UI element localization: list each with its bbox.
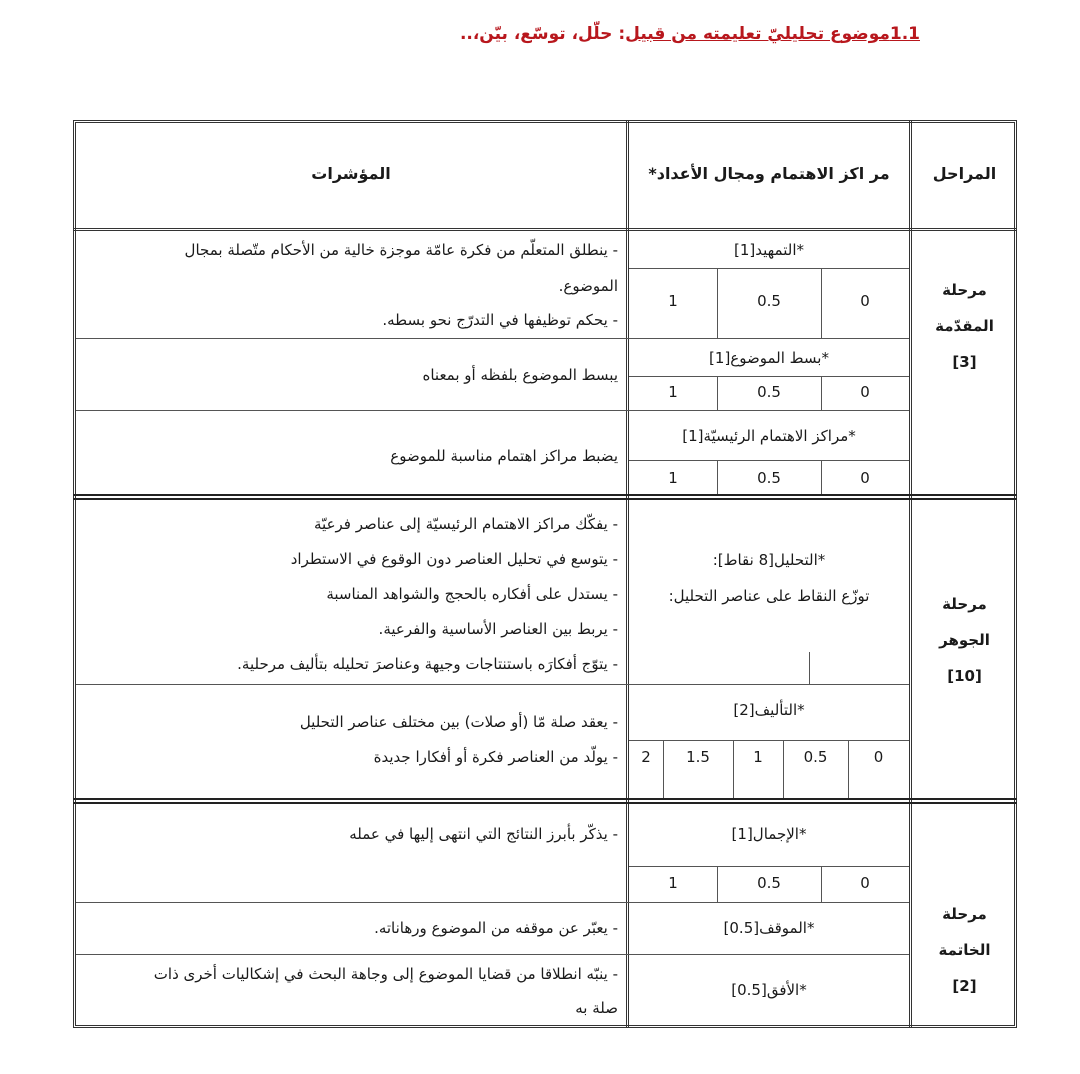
stage-conclusion-line1: مرحلة	[942, 905, 987, 923]
stage-conclusion-line2: الخاتمة	[938, 941, 991, 959]
stage-core-line2: الجوهر	[939, 631, 990, 649]
stage-intro-points: [3]	[952, 353, 977, 371]
row-divider	[76, 954, 909, 955]
column-divider-stages	[909, 120, 912, 1028]
title-instruction: تعليمته من قبيل	[625, 24, 762, 44]
page-title	[220, 24, 920, 44]
criterion-label: *الإجمال[1]	[731, 825, 807, 843]
row-divider	[76, 684, 909, 685]
indicator-text: - يفكّك مراكز الاهتمام الرئيسيّة إلى عناصر فرعيّة	[314, 515, 618, 533]
row-divider	[76, 338, 909, 339]
title-topic: 1.1موضوع تحليليّ	[761, 24, 920, 44]
score-value: 0	[860, 383, 870, 401]
score-value: 1	[668, 292, 678, 310]
criterion-label: *التحليل[8 نقاط]:	[712, 551, 826, 569]
indicator-text: - يعقد صلة مّا (أو صلات) بين مختلف عناصر التحليل	[299, 713, 618, 731]
score-value: 0.5	[757, 292, 781, 310]
indicator-text: - يولّد من العناصر فكرة أو أفكارا جديدة	[373, 748, 618, 766]
score-divider	[629, 268, 909, 269]
indicator-text: صلة به	[575, 999, 618, 1017]
score-value: 1	[753, 748, 763, 766]
score-divider	[629, 376, 909, 377]
criterion-label: *التمهيد[1]	[733, 241, 804, 259]
score-divider	[629, 460, 909, 461]
score-cell-divider	[809, 652, 810, 684]
score-value: 0.5	[757, 469, 781, 487]
section-divider-1	[73, 494, 1017, 500]
indicator-text: - يربط بين العناصر الأساسية والفرعية.	[378, 620, 618, 638]
criterion-label: *بسط الموضوع[1]	[709, 349, 829, 367]
header-indicators: المؤشرات	[311, 164, 391, 183]
score-value: 0	[860, 874, 870, 892]
score-value: 0	[860, 469, 870, 487]
section-divider-2	[73, 798, 1017, 804]
stage-intro-line2: المقدّمة	[935, 317, 994, 335]
row-divider	[76, 410, 909, 411]
stage-core-points: [10]	[947, 667, 982, 685]
indicator-text: يبسط الموضوع بلفظه أو بمعناه	[422, 366, 618, 384]
indicator-text: - ينبّه انطلاقا من قضايا الموضوع إلى وجاهة البحث في إشكاليات أخرى ذات	[153, 965, 618, 983]
title-examples: : حلّل، توسّع، بيّن،..	[459, 24, 626, 44]
criterion-label: *التأليف[2]	[733, 701, 805, 719]
indicator-text: يضبط مراكز اهتمام مناسبة للموضوع	[390, 447, 618, 465]
stage-conclusion	[912, 896, 1017, 1004]
indicator-text: الموضوع.	[558, 277, 618, 295]
stage-intro-line1: مرحلة	[942, 281, 987, 299]
stage-conclusion-points: [2]	[952, 977, 977, 995]
indicator-text: - يذكّر بأبرز النتائج التي انتهى إليها في عمله	[349, 825, 618, 843]
header-focus: مر اكز الاهتمام ومجال الأعداد*	[648, 164, 890, 183]
indicator-text: - يتوسع في تحليل العناصر دون الوقوع في الاستطراد	[290, 550, 618, 568]
header-stages: المراحل	[932, 164, 997, 183]
stage-core	[912, 586, 1017, 694]
indicator-text: - ينطلق المتعلّم من فكرة عامّة موجزة خالية من الأحكام متّصلة بمجال	[184, 241, 618, 259]
score-value: 2	[641, 748, 651, 766]
score-value: 1	[668, 383, 678, 401]
score-value: 0	[873, 748, 884, 766]
score-value: 1.5	[686, 748, 710, 766]
header-divider	[73, 228, 1017, 231]
score-value: 0.5	[803, 748, 828, 766]
criterion-label: *الموقف[0.5]	[723, 919, 815, 937]
criterion-note: توزّع النقاط على عناصر التحليل:	[668, 587, 870, 605]
score-divider	[629, 740, 909, 741]
score-value: 1	[668, 874, 678, 892]
criterion-label: *الأفق[0.5]	[731, 981, 807, 999]
score-divider	[629, 866, 909, 867]
indicator-text: - يستدل على أفكاره بالحجج والشواهد المناسبة	[326, 585, 618, 603]
indicator-text: - يتوّج أفكارَه باستنتاجات وجيهة وعناصرَ تحليله بتأليف مرحلية.	[237, 655, 618, 673]
score-value: 0.5	[757, 383, 781, 401]
indicator-text: - يحكم توظيفها في التدرّج نحو بسطه.	[382, 311, 618, 329]
stage-core-line1: مرحلة	[942, 595, 987, 613]
criterion-label: *مراكز الاهتمام الرئيسيّة[1]	[682, 427, 856, 445]
score-value: 1	[668, 469, 678, 487]
score-value: 0.5	[757, 874, 781, 892]
stage-intro	[912, 272, 1017, 380]
row-divider	[76, 902, 909, 903]
indicator-text: - يعبّر عن موقفه من الموضوع ورهاناته.	[374, 919, 618, 937]
score-value: 0	[860, 292, 870, 310]
